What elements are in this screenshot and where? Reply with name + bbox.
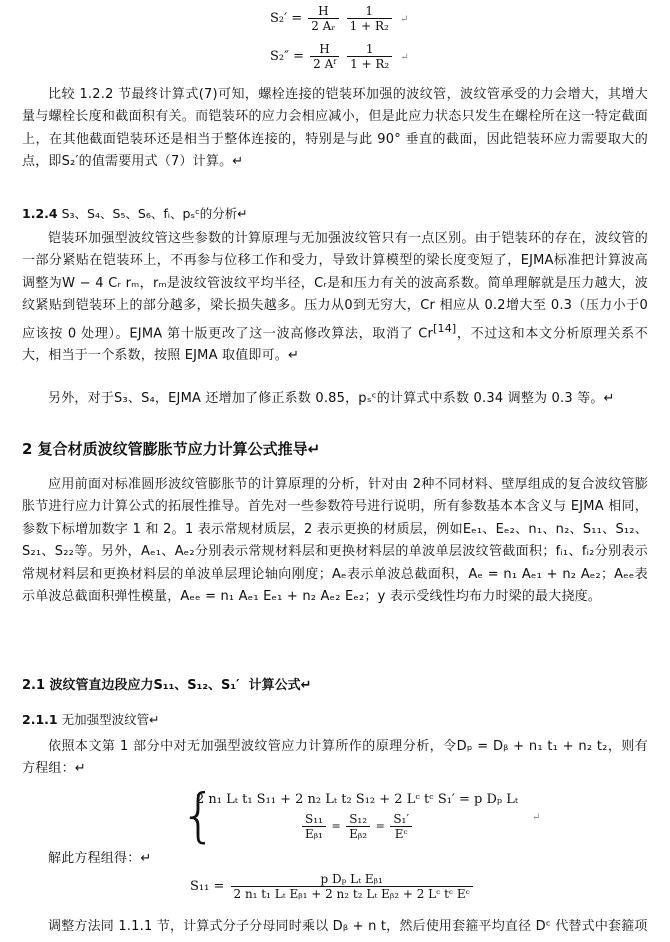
- heading-1-2-4: [22, 204, 248, 222]
- fraction: [347, 4, 392, 33]
- fraction: [231, 872, 473, 901]
- heading-text: S₃、S₄、S₅、S₆、fᵢ、pₛᶜ的分析↵: [61, 206, 248, 221]
- denominator: Eᶜ: [390, 826, 412, 841]
- equation-s11-solution: [190, 872, 475, 901]
- denominator: 2 Aᵣ: [308, 18, 338, 33]
- fraction: [302, 812, 326, 841]
- paragraph-1-2-4-c: 另外，对于S₃、S₄，EJMA 还增加了修正系数 0.85，pₛᶜ的计算式中系数 0.34 调整为 0.3 等。↵: [48, 391, 615, 406]
- fraction: [310, 42, 339, 71]
- equation-lhs: S₂″ =: [270, 49, 304, 64]
- paragraph-mark: ↵: [532, 812, 541, 823]
- equation-lhs: S₂′ =: [270, 11, 303, 26]
- numerator: p Dₚ Lₜ Eᵦ₁: [320, 872, 383, 886]
- paragraph-1-2-4-a: [22, 228, 648, 368]
- numerator: H: [318, 4, 329, 18]
- denominator: 2 Aᶠ: [310, 56, 339, 71]
- fraction: [390, 812, 412, 841]
- denominator: 1 + R₂: [347, 18, 392, 33]
- fraction: [346, 812, 370, 841]
- paragraph-section-2: 应用前面对标准圆形波纹管膨胀节的计算原理的分析，针对由 2种不同材料、壁厚组成的复合波纹管膨胀节进行应力计算公式的拓展性推导。首先对一些参数符号进行说明，所有参数基本本含义与 EJMA 相同，参数下标增加数字 1 和 2。1 表示常规材质层，2 表示更换的材质层，例如Eₑ₁、Eₑ₂、n₁、n₂、S₁₁、S₁₂、S₂₁、S₂₂等。另外，Aₑ₁、Aₑ₂分别表示常规材料层和更换材料层的单波单层波纹管截面积；fᵢ₁、fᵢ₂分别表示常规材料层和更换材料层的单波单层理论轴向刚度；Aₑ表示单波总截面积，Aₑ = n₁ Aₑ₁ + n₂ Aₑ₂；Aₑₑ表示单波总截面积弹性模量，Aₑₑ = n₁ Aₑ₁ Eₑ₁ + n₂ Aₑ₂ Eₑ₂；y 表示受线性均布力时梁的最大挠度。: [22, 477, 648, 605]
- paragraph-mark: ↵: [400, 52, 409, 63]
- equation-text: 2 n₁ Lₜ t₁ S₁₁ + 2 n₂ Lₜ t₂ S₁₂ + 2 Lᶜ tᶜ S₁′ = p Dₚ Lₜ: [196, 792, 519, 807]
- equation-s2-double-prime: [270, 42, 409, 71]
- heading-number: 1.2.4: [22, 206, 58, 221]
- denominator: 2 n₁ t₁ Lₜ Eᵦ₁ + 2 n₂ t₂ Lₜ Eᵦ₂ + 2 Lᶜ tᶜ Eᶜ: [231, 886, 473, 901]
- paragraph-text: 铠装环加强型波纹管这些参数的计算原理与无加强波纹管只有一点区别。由于铠装环的存在，波纹管的一部分紧贴在铠装环上，不再参与位移工作和受力，导致计算模型的梁长度变短了，EJMA标准把计算波高调整为W − 4 Cᵣ rₘ，rₘ是波纹管波纹平均半径，Cᵣ是和压力有关的波高系数。简单理解就是压力越大，波纹紧贴到铠装环上的部分越多，梁长损失越多。压力从0到无穷大，Cr 相应从 0.2增大至 0.3（压力小于0应该按 0 处理）。EJMA 第十版更改了这一波高修改算法，取消了 Cr: [22, 231, 648, 341]
- section-heading-2: 2 复合材质波纹管膨胀节应力计算公式推导↵: [22, 440, 321, 458]
- paragraph-mark: ↵: [399, 14, 409, 25]
- heading-text: 无加强型波纹管↵: [61, 712, 160, 727]
- paragraph-last: 调整方法同 1.1.1 节，计算式分子分母同时乘以 Dᵦ + n t，然后使用套箍平均直径 Dᶜ 代替式中套箍项: [48, 919, 648, 934]
- denominator: Eᵦ₁: [302, 826, 326, 841]
- numerator: S₁₁: [305, 812, 323, 826]
- denominator: 1 + R₂: [347, 56, 392, 71]
- paragraph-2-1-1: 依照本文第 1 部分中对无加强型波纹管应力计算所作的原理分析，令Dₚ = Dᵦ + n₁ t₁ + n₂ t₂，则有方程组：↵: [22, 739, 648, 777]
- heading-number: 2.1.1: [22, 712, 58, 727]
- heading-2-1-1: [22, 710, 160, 728]
- system-line-1: [196, 792, 518, 807]
- fraction: [347, 42, 392, 71]
- brace-left: {: [180, 781, 217, 849]
- paragraph-text: ，不过这和本文分析原理关系不大，相当于一个系数，按照 EJMA 取值即可。↵: [22, 325, 648, 364]
- equation-s2-prime: [270, 4, 408, 33]
- fraction: [308, 4, 338, 33]
- numerator: S₁′: [393, 812, 410, 826]
- system-line-2: $\frac{\text{S₁₁}}{\text{Eᵦ₁}}$ = $\frac{\text{S₁₂}}{\text{Eᵦ₂}}$ = $\frac{\text{S₁′}}{\text{Eᶜ}}$: [300, 812, 414, 841]
- numerator: 1: [365, 42, 374, 56]
- numerator: S₁₂: [349, 812, 368, 826]
- paragraph-compare: 比较 1.2.2 节最终计算式(7)可知，螺栓连接的铠装环加强的波纹管，波纹管承受的力会增大，其增大量与螺栓长度和截面积有关。而铠装环的应力会相应减小，但是此应力状态只发生在螺栓所在这一特定截面上，在其他截面铠装环还是相当于整体连接的，特别是与此 90° 垂直的截面，因此铠装环应力需要取大的点，即S₂′的值需要用式（7）计算。↵: [22, 87, 648, 170]
- heading-2-1: 2.1 波纹管直边段应力S₁₁、S₁₂、S₁′ 计算公式↵: [22, 678, 312, 693]
- citation-ref: [14]: [433, 321, 457, 335]
- denominator: Eᵦ₂: [346, 826, 370, 841]
- equation-lhs: S₁₁ =: [190, 879, 225, 894]
- numerator: 1: [365, 4, 374, 18]
- numerator: H: [319, 42, 330, 56]
- paragraph-solve: 解此方程组得：↵: [48, 851, 152, 866]
